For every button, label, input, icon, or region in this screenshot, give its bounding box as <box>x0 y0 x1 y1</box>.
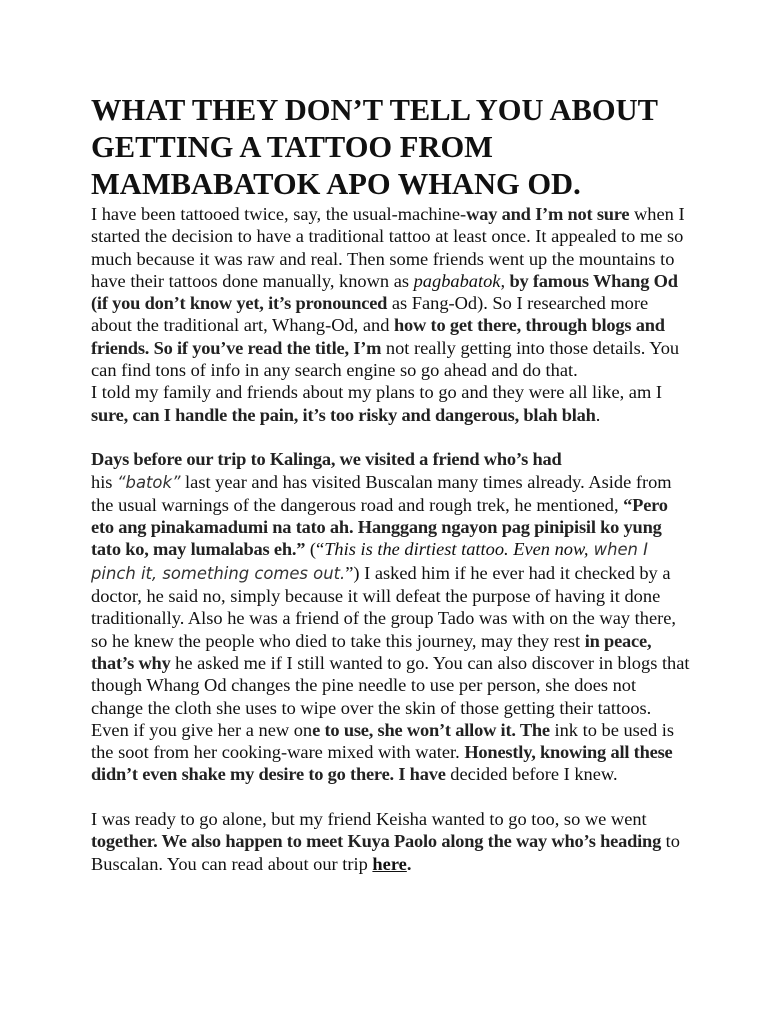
p1-italic-term: pagbabatok, <box>413 270 506 291</box>
p1-text-4: not really getting into those details. You can find tons of info in any search engine so go ahead and do that. <box>91 337 680 381</box>
p3-text-2: last year and has visited Buscalan many times already. Aside from the usual warnings of the dangerous road and rough trek, he mentioned, <box>91 471 672 515</box>
paragraph-2 <box>91 381 691 426</box>
p3-text-bold-3: e to use, she won’t allow it. The <box>312 719 550 740</box>
p1-text-3-bold: how to get there, through blogs and friends. So if you’ve read the title, I’m <box>91 315 665 358</box>
p4-text-bold: together. We also happen to meet Kuya Paolo along the way who’s heading <box>91 831 662 852</box>
p3-quote-translation-2: when I pinch it, something comes out. <box>91 540 648 583</box>
paragraph-3 <box>91 448 691 785</box>
p3-text-bold-1: Days before our trip to Kalinga, we visited a friend who’s had <box>91 449 562 470</box>
article-body <box>91 203 691 875</box>
p3-text-bold-4: Honestly, knowing all these didn’t even shake my desire to go there. I have <box>91 742 673 785</box>
p3-text-1: his <box>91 471 118 492</box>
p1-text-2: when I started the decision to have a traditional tattoo at least once. It appealed to me so much because it was raw and real. Then some friends went up the mountains to have their tattoos done manually, known as <box>91 204 685 291</box>
p1-text-1: I have been tattooed twice, say, the usual-machine- <box>91 204 467 224</box>
paragraph-gap <box>91 786 691 808</box>
p4-text-1: I was ready to go alone, but my friend Keisha wanted to go too, so we went <box>91 809 647 830</box>
paragraph-1 <box>91 203 691 381</box>
p3-italic-batok: “batok” <box>117 472 181 492</box>
p3-text-bold-2: in peace, that’s why <box>91 630 652 673</box>
p3-text-5: he asked me if I still wanted to go. You can also discover in blogs that though Whang Od changes the pine needle to use per person, she does not change the cloth she uses to wipe over the skin of those getting their tattoos. Even if you give her a new on <box>91 652 690 740</box>
article-title: WHAT THEY DON’T TELL YOU ABOUT GETTING A TATTOO FROM MAMBABATOK APO WHANG OD. <box>91 93 658 201</box>
p3-text-6: ink to be used is the soot from her cooking-ware mixed with water. <box>91 719 675 763</box>
p3-text-3: (“ <box>305 539 325 560</box>
article <box>91 92 691 875</box>
p2-text-bold: sure, can I handle the pain, it’s too risky and dangerous, blah blah <box>91 404 596 425</box>
paragraph-gap <box>91 426 691 448</box>
p1-text-3: as Fang-Od). So I researched more about the traditional art, Whang-Od, and <box>91 293 649 336</box>
paragraph-4 <box>91 808 691 875</box>
p3-quote-tagalog: “Pero eto ang pinakamadumi na tato ah. Hanggang ngayon pag pinipisil ko yung tato ko, may lumalabas eh.” <box>91 494 668 560</box>
here-link[interactable]: here <box>372 853 407 874</box>
p2-text-end: . <box>595 404 601 425</box>
p1-text-2-bold: by famous Whang Od (if you don’t know yet, it’s pronounced <box>91 270 678 314</box>
p3-text-4: ”) I asked him if he ever had it checked by a doctor, he said no, simply because it will defeat the purpose of having it done traditionally. Also he was a friend of the group Tado was with on the way there, so he knew the people who died to take this journey, may they rest <box>91 562 677 651</box>
p1-text-1-bold: way and I’m not sure <box>466 204 630 224</box>
p3-text-7: decided before I knew. <box>445 764 618 785</box>
p3-quote-translation-1: This is the dirtiest tattoo. Even now, <box>324 539 589 560</box>
p4-text-end: . <box>406 853 412 874</box>
p2-text-1: I told my family and friends about my plans to go and they were all like, am I <box>91 382 662 403</box>
p4-text-2: to Buscalan. You can read about our trip <box>91 831 680 874</box>
